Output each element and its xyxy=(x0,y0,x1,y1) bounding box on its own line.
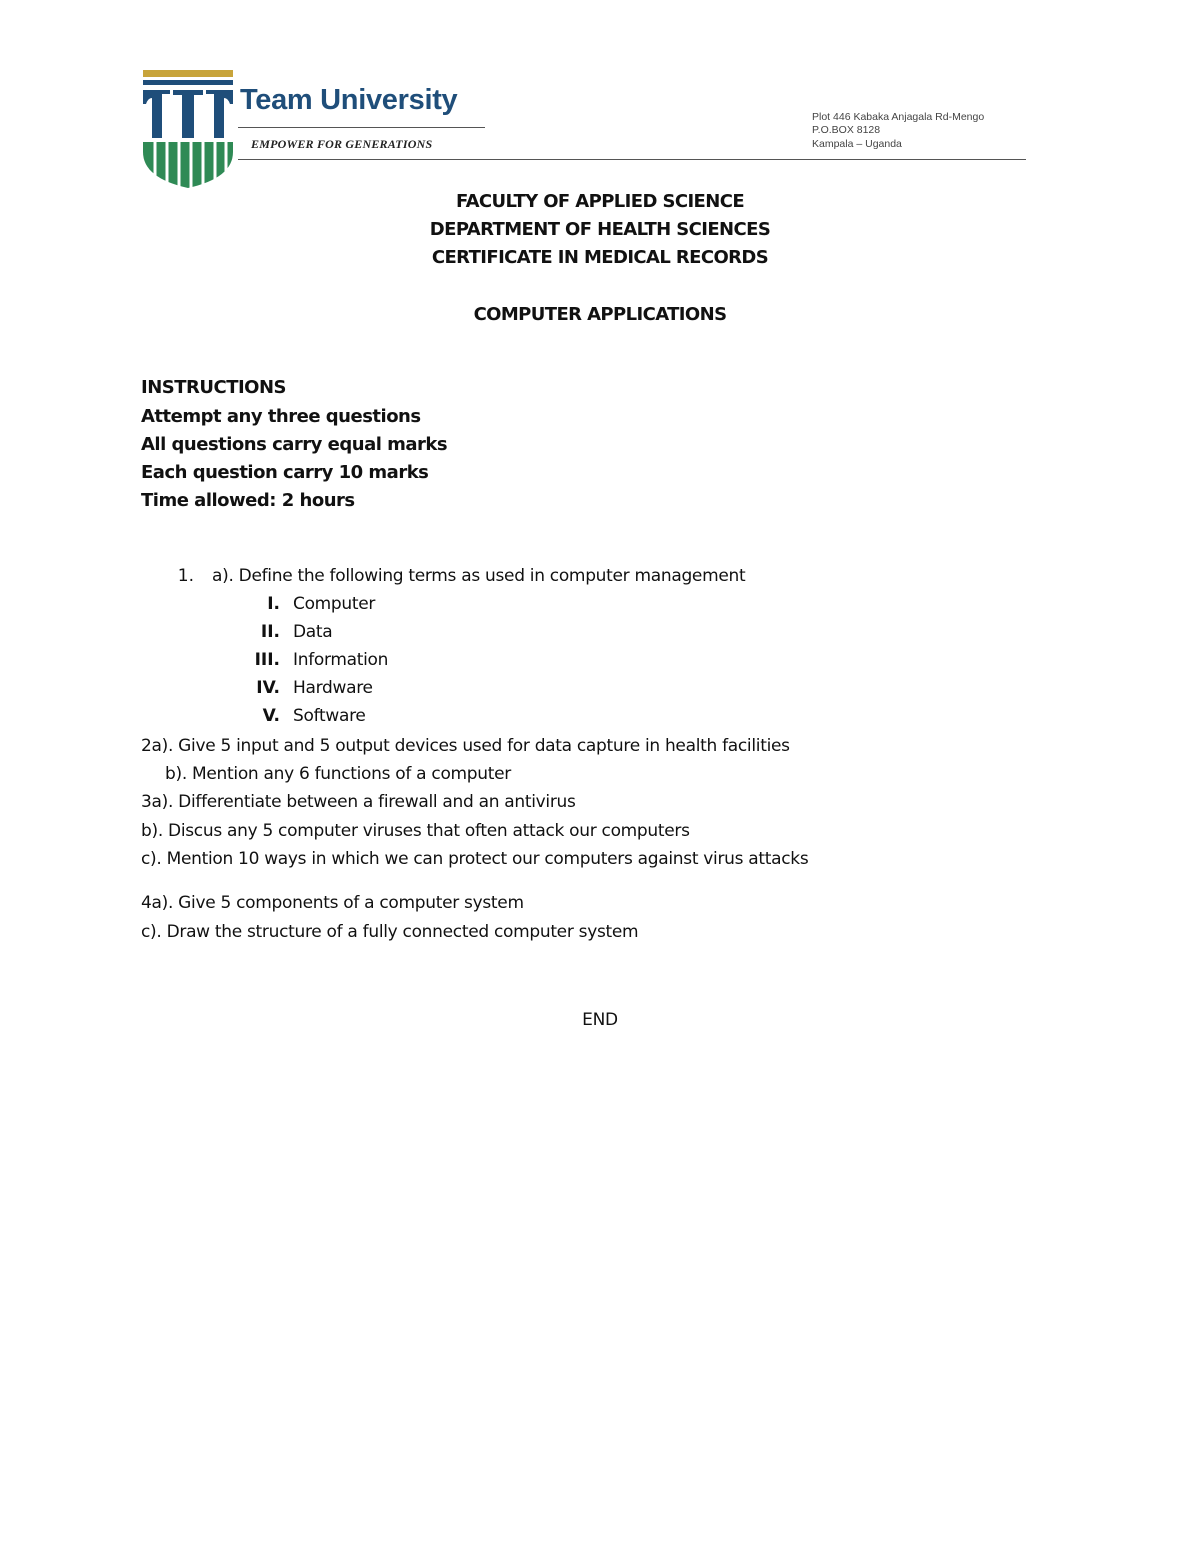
question-2a: 2a). Give 5 input and 5 output devices used for data capture in health facilities xyxy=(141,736,790,756)
instructions-heading: INSTRUCTIONS xyxy=(141,377,286,398)
term-numeral: II. xyxy=(260,622,280,642)
course-title: COMPUTER APPLICATIONS xyxy=(473,304,727,325)
question-3a: 3a). Differentiate between a firewall and an antivirus xyxy=(141,792,576,812)
university-name: Team University xyxy=(240,84,458,116)
term-label: Computer xyxy=(293,594,376,614)
question-2b: b). Mention any 6 functions of a computer xyxy=(165,764,511,784)
question-number: 1. xyxy=(177,566,194,586)
page-header-rule xyxy=(238,159,1026,160)
instruction-line: Each question carry 10 marks xyxy=(141,462,429,483)
address-line: Plot 446 Kabaka Anjagala Rd-Mengo xyxy=(812,111,985,123)
program-title: CERTIFICATE IN MEDICAL RECORDS xyxy=(431,247,769,268)
header-divider xyxy=(238,127,485,128)
question-3c: c). Mention 10 ways in which we can protect our computers against virus attacks xyxy=(141,849,809,869)
address-line: Kampala – Uganda xyxy=(812,138,902,150)
instruction-line: Time allowed: 2 hours xyxy=(141,490,355,511)
university-tagline: EMPOWER FOR GENERATIONS xyxy=(251,137,433,151)
question-1a: a). Define the following terms as used in computer management xyxy=(212,566,746,586)
faculty-title: FACULTY OF APPLIED SCIENCE xyxy=(455,191,745,212)
term-label: Software xyxy=(293,706,366,726)
university-logo xyxy=(140,68,236,190)
term-label: Data xyxy=(293,622,333,642)
address-line: P.O.BOX 8128 xyxy=(812,124,881,136)
question-4c: c). Draw the structure of a fully connected computer system xyxy=(141,922,639,942)
term-label: Hardware xyxy=(293,678,373,698)
term-numeral: IV. xyxy=(256,678,280,698)
end-marker: END xyxy=(582,1010,618,1030)
term-numeral: III. xyxy=(254,650,280,670)
question-4a: 4a). Give 5 components of a computer system xyxy=(141,893,524,913)
term-label: Information xyxy=(293,650,389,670)
term-numeral: I. xyxy=(267,594,280,614)
question-3b: b). Discus any 5 computer viruses that often attack our computers xyxy=(141,821,690,841)
instruction-line: All questions carry equal marks xyxy=(141,434,448,455)
term-numeral: V. xyxy=(262,706,280,726)
department-title: DEPARTMENT OF HEALTH SCIENCES xyxy=(429,219,771,240)
instruction-line: Attempt any three questions xyxy=(141,406,421,427)
